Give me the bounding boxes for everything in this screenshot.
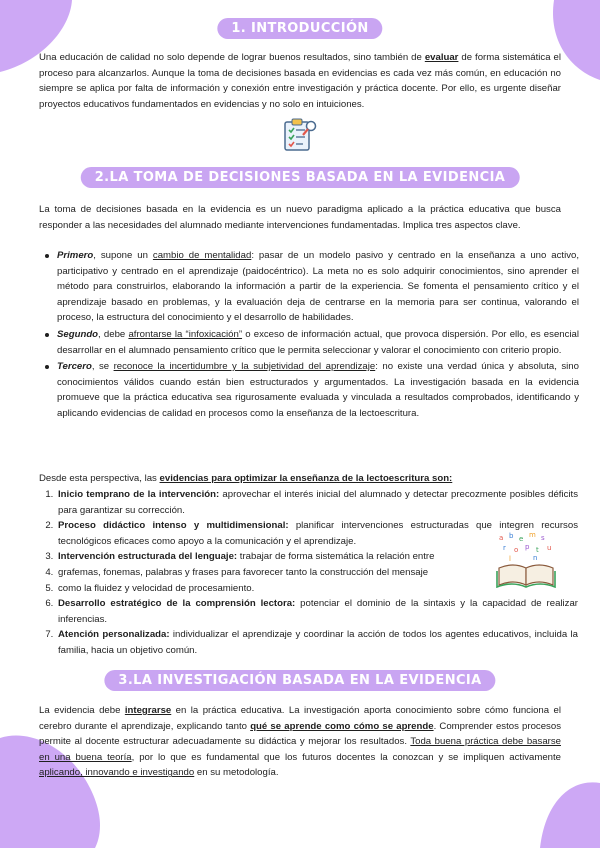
checklist-icon bbox=[282, 117, 318, 153]
intro-paragraph: Una educación de calidad no solo depende de lograr buenos resultados, sino también de evaluar de forma sistemática el proceso para alcanzarlos. Aunque la toma de decisiones basada en evidencias es cada vez más común, en educación no siempre se aplica por falta de información y conexión entre investigación y práctica docente. Por ello, es urgente diseñar proyectos educativos fundamentados en evidencias y no solo en intuiciones. bbox=[39, 52, 561, 110]
section-heading-toma-decisiones: 2.LA TOMA DE DECISIONES BASADA EN LA EVIDENCIA bbox=[81, 167, 520, 188]
svg-text:n: n bbox=[533, 554, 538, 562]
list-item: 2. Proceso didáctico intenso y multidimensional: planificar intervenciones estructuradas que integren recursos tecnológicos eficaces como apoyo a la comunicación y el aprendizaje. bbox=[56, 518, 578, 549]
list-item: 6. Desarrollo estratégico de la comprensión lectora: potenciar el dominio de la sintaxis y la capacidad de realizar inferencias. bbox=[56, 596, 578, 627]
key-aspects-list bbox=[39, 248, 579, 423]
svg-text:b: b bbox=[509, 532, 514, 540]
investigacion-paragraph: La evidencia debe integrarse en la práctica educativa. La investigación aporta conocimiento sobre cómo funciona el cerebro durante el aprendizaje, explicando tanto qué se aprende como cómo se aprende. Comprender estos procesos permite al docente estructurar adecuadamente su didáctica y mejorar los resultados. Toda buena práctica debe basarse en una buena teoría, por lo que es fundamental que los futuros docentes la conozcan y se impliquen activamente aplicando, innovando e investigando en su metodología. bbox=[39, 705, 561, 779]
svg-text:m: m bbox=[529, 531, 536, 539]
list-item: 5. como la fluidez y velocidad de procesamiento. bbox=[56, 581, 578, 597]
svg-text:e: e bbox=[519, 535, 524, 543]
svg-text:l: l bbox=[509, 555, 511, 563]
list-item: Segundo, debe afrontarse la “infoxicación” o exceso de información actual, que provoca dispersión. Por ello, es esencial desarrollar en el alumnado pensamiento crítico que le permita seleccionar y valorar el conocimiento con criterio propio. bbox=[57, 327, 579, 358]
svg-text:t: t bbox=[536, 546, 539, 554]
svg-text:u: u bbox=[547, 544, 552, 552]
section-heading-introduccion: 1. INTRODUCCIÓN bbox=[217, 18, 382, 39]
section-heading-investigacion: 3.LA INVESTIGACIÓN BASADA EN LA EVIDENCIA bbox=[104, 670, 495, 691]
list-item: 7. Atención personalizada: individualizar el aprendizaje y coordinar la acción de todos los agentes educativos, incluida la familia, hacia un objetivo común. bbox=[56, 627, 578, 658]
svg-text:r: r bbox=[503, 544, 506, 552]
list-item: 3. Intervención estructurada del lenguaje: trabajar de forma sistemática la relación entre bbox=[56, 549, 578, 565]
open-book-letters-icon bbox=[495, 530, 557, 588]
list-item: 1. Inicio temprano de la intervención: aprovechar el interés inicial del alumnado y detectar precozmente posibles déficits para garantizar su corrección. bbox=[56, 487, 578, 518]
svg-text:o: o bbox=[514, 546, 519, 554]
svg-text:s: s bbox=[541, 534, 545, 542]
toma-lead-paragraph: La toma de decisiones basada en la evidencia es un nuevo paradigma aplicado a la práctica educativa que busca responder a las necesidades del alumnado mediante intervenciones fundamentadas. Implica tres aspectos clave. bbox=[39, 204, 561, 231]
svg-text:a: a bbox=[499, 534, 504, 542]
list-item: 4. grafemas, fonemas, palabras y frases para favorecer tanto la construcción del mensaje bbox=[56, 565, 578, 581]
svg-text:p: p bbox=[525, 543, 530, 551]
list-item: Tercero, se reconoce la incertidumbre y la subjetividad del aprendizaje: no existe una verdad única y absoluta, sino conocimientos válidos cuando están bien estructurados y argumentados. La investigación basada en la evidencia promueve que la práctica educativa sea rigurosamente evaluada y vinculada a resultados comprobados, identificando y aplicando evidencias de calidad en procesos como la enseñanza de la lectoescritura. bbox=[57, 359, 579, 421]
perspective-intro: Desde esta perspectiva, las evidencias para optimizar la enseñanza de la lectoescritura son: bbox=[39, 473, 453, 484]
list-item: Primero, supone un cambio de mentalidad: pasar de un modelo pasivo y centrado en la enseñanza a uno activo, participativo y centrado en el aprendizaje (paidocéntrico). La meta no es solo adquirir conocimientos, sino aprender el método para construirlos, elaborando la información a partir de la experiencia. Se fomenta el pensamiento crítico y el aprendizaje basado en problemas, y la evaluación deja de centrarse en la memoria para ser continua, valorando el proceso, la estructura del conocimiento y el desarrollo de habilidades. bbox=[57, 248, 579, 326]
